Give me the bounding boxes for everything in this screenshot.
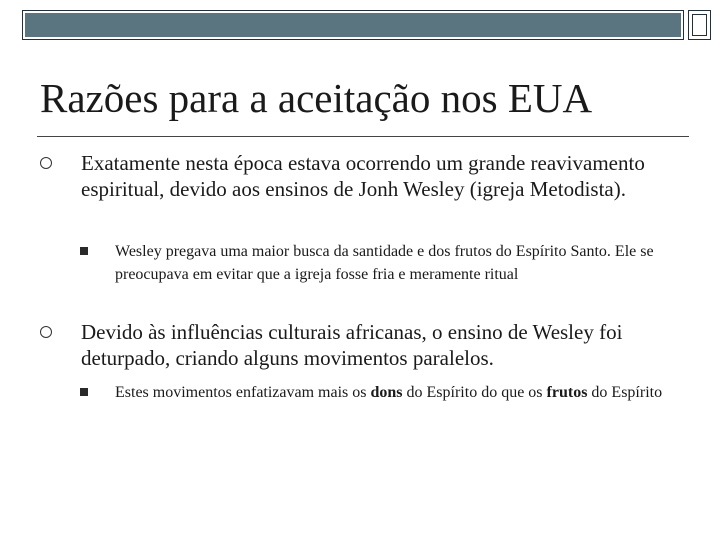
sub-bullet-text: Estes movimentos enfatizavam mais os	[115, 384, 371, 401]
corner-decoration-inner	[692, 14, 707, 36]
sub-bullet-text: do Espírito	[587, 384, 663, 401]
bullet-item-1: Exatamente nesta época estava ocorrendo um grande reavivamento espiritual, devido aos ensinos de Jonh Wesley (igreja Metodista).	[81, 151, 645, 201]
title-divider	[37, 136, 689, 137]
ring-bullet-icon	[40, 157, 56, 173]
sub-bullet-item-1: Wesley pregava uma maior busca da santidade e dos frutos do Espírito Santo. Ele se preocupava em evitar que a igreja fosse fria e meramente ritual	[115, 243, 654, 283]
corner-decoration	[688, 10, 711, 40]
square-bullet-icon	[80, 388, 88, 396]
sub-bullet-text: do Espírito do que os	[402, 384, 547, 401]
bullet-item-2: Devido às influências culturais africanas, o ensino de Wesley foi deturpado, criando alguns movimentos paralelos.	[81, 320, 623, 370]
sub-bullet-item-2	[115, 381, 675, 404]
header-bar-fill	[25, 13, 681, 37]
ring-bullet-icon	[40, 326, 56, 342]
slide-title: Razões para a aceitação nos EUA	[40, 75, 593, 121]
emphasis-frutos: frutos	[546, 384, 588, 401]
square-bullet-icon	[80, 247, 88, 255]
header-bar	[22, 10, 684, 40]
emphasis-dons: dons	[370, 384, 403, 401]
